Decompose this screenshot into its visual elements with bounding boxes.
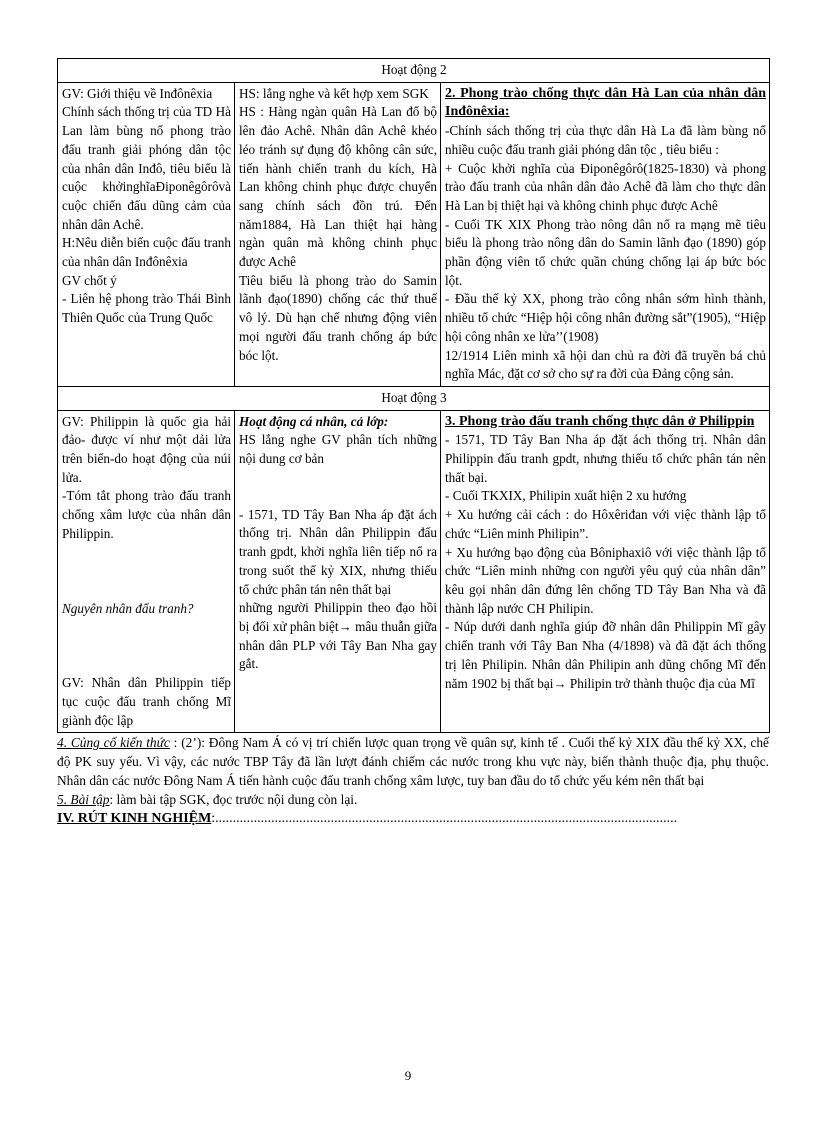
content-text: -Chính sách thống trị của thực dân Hà La đã làm bùng nổ nhiều cuộc đấu tranh giải phóng dân tộc , tiêu biểu : — [445, 123, 767, 157]
teacher-text: Chính sách thống trị của TD Hà Lan làm bùng nổ phong trào đấu tranh giải phóng dân tộc của nhân dân Inđô, tiêu biểu là cuộc khởinghĩaĐiponêgôrôvà cuộc chiến đấu dũng cảm của nhân dân Achê. — [62, 104, 231, 232]
student-text: HS: lắng nghe và kết hợp xem SGK — [239, 85, 429, 101]
homework-paragraph — [57, 790, 769, 809]
content-text: - Cuối TKXIX, Philipin xuất hiện 2 xu hướng — [445, 488, 687, 504]
teacher-text: - Liên hệ phong trào Thái Bình Thiên Quốc của Trung Quốc — [62, 291, 231, 326]
student-text: HS : Hàng ngàn quân Hà Lan đổ bộ lên đảo Achê. Nhân dân Achê khéo léo tránh sự đụng độ không cân sức, tiến hành chiến tranh du kích, Hà Lan không chinh phục được chuyển sang chính sách đồn trú. Đến năm1884, Hà Lan thiệt hại hàng ngàn quân mà không chinh phục được Achê — [239, 104, 437, 270]
teacher-question: Nguyên nhân đấu tranh? — [62, 600, 194, 616]
section-title: 2. Phong trào chống thực dân Hà Lan của nhân dân Inđônêxia: — [445, 85, 767, 120]
activity2-content-column — [441, 82, 770, 386]
teacher-question: H:Nêu diễn biến cuộc đấu tranh của nhân dân Inđônêxia — [62, 235, 231, 270]
content-text: 12/1914 Liên minh xã hội dan chủ ra đời đã truyền bá chủ nghĩa Mác, đặt cơ sở cho sự ra đời của Đảng cộng sản. — [445, 347, 767, 382]
activity2-row — [58, 82, 770, 386]
activity3-teacher-column — [58, 410, 235, 733]
activity3-student-column — [235, 410, 441, 733]
teacher-text: -Tóm tắt phong trào đấu tranh chống xâm lược của nhân dân Philippin. — [62, 488, 231, 541]
lesson-table — [57, 58, 770, 733]
activity3-header-row — [58, 386, 770, 410]
section-title: 3. Phong trào đấu tranh chống thực dân ở Philippin — [445, 413, 755, 429]
consolidation-paragraph — [57, 733, 769, 790]
homework-label: 5. Bài tập — [57, 792, 110, 808]
experience-label: IV. RÚT KINH NGHIỆM — [57, 811, 212, 827]
page — [57, 58, 769, 829]
student-text: Tiêu biểu là phong trào do Samin lãnh đạo(1890) chống các thứ thuế vô lý. Dù hạn chế nhưng động viên mọi người đấu tranh chống áp bức bóc lột. — [239, 272, 437, 363]
student-text: - 1571, TD Tây Ban Nha áp đặt ách thống trị. Nhân dân Philippin đấu tranh gpdt, khởi nghĩa liên tiếp nổ ra trong suốt thế kỷ XIX, nhưng thiếu tổ chức phân tán nên thất bại — [239, 506, 437, 597]
activity2-header-row — [58, 59, 770, 83]
consolidation-label: 4. Củng cố kiến thức — [57, 735, 170, 751]
spacer — [62, 618, 231, 674]
experience-heading — [57, 809, 769, 829]
content-text: + Xu hướng bạo động của Bôniphaxiô với việc thành lập tổ chức “Liên minh những con người yêu quý của nhân dân” kêu gọi nhân dân đứng lên chống TD Tây Ban Nha và đã thành lập nước CH Philipin. — [445, 544, 767, 616]
activity2-teacher-column — [58, 82, 235, 386]
activity2-header: Hoạt động 2 — [58, 59, 770, 83]
homework-text: : làm bài tập SGK, đọc trước nội dung còn lại. — [109, 792, 358, 808]
student-text: những người Philippin theo đạo hồi bị đối xử phân biệt→ mâu thuẫn giữa nhân dân PLP với Tây Ban Nha gay gắt. — [239, 600, 437, 672]
activity3-header: Hoạt động 3 — [58, 386, 770, 410]
activity-mode-title: Hoạt động cá nhân, cả lớp: — [239, 413, 389, 429]
content-text: - 1571, TD Tây Ban Nha áp đặt ách thống trị. Nhân dân Philippin đấu tranh gpdt, nhưng thiếu tổ chức phân tán nên thất bại. — [445, 432, 767, 485]
experience-dots: :.................................................................................................................................... — [211, 811, 678, 827]
content-text: + Cuộc khởi nghĩa của Điponêgôrô(1825-1830) và phong trào đấu tranh của nhân dân đảo Achê đã làm cho thực dân Hà Lan bị thiệt hại và không chinh phục được Achê — [445, 160, 767, 213]
activity2-student-column — [235, 82, 441, 386]
teacher-text: GV: Nhân dân Philippin tiếp tục cuộc đấu tranh chống Mĩ giành độc lập — [62, 675, 231, 728]
teacher-text: GV: Philippin là quốc gia hải đảo- được ví như một dải lửa trên biển-do hoạt động của núi lửa. — [62, 413, 231, 485]
spacer — [239, 469, 437, 506]
consolidation-text: : (2’): Đông Nam Á có vị trí chiến lược quan trọng về quân sự, kinh tế . Cuối thế kỷ XIX đầu thế kỷ XX, chế độ PK suy yếu. Vì vậy, các nước TBP Tây đã lần lượt đánh chiếm các nước trong khu vực này, biến thành thuộc địa, phụ thuộc. Nhân dân các nước Đông Nam Á tiến hành cuộc đấu tranh chống xâm lược, tuy ban đầu do tổ chức yếu kém nên thất bại — [57, 735, 769, 789]
activity3-row — [58, 410, 770, 733]
teacher-text: GV: Giới thiệu về Inđônêxia — [62, 85, 213, 101]
teacher-text: GV chốt ý — [62, 272, 117, 288]
spacer — [62, 544, 231, 600]
content-text: - Đầu thế kỷ XX, phong trào công nhân sớm hình thành, nhiều tổ chức “Hiệp hội công nhân đường sắt”(1905), “Hiệp hội công nhân xe lửa’’(1908) — [445, 291, 767, 344]
content-text: + Xu hướng cải cách : do Hôxêriđan với việc thành lập tổ chức “Liên minh Philipin”. — [445, 507, 767, 541]
content-text: - Cuối TK XIX Phong trào nông dân nổ ra mạng mẽ tiêu biểu là phong trào nông dân do Samin lãnh đạo (1890) góp phần động viên tổ chức quần chúng chống lại áp bức bóc lột. — [445, 216, 767, 288]
student-text: HS lắng nghe GV phân tích những nội dung cơ bản — [239, 432, 437, 467]
content-text: - Núp dưới danh nghĩa giúp đỡ nhân dân Philippin Mĩ gây chiến tranh với Tây Ban Nha (4/1898) và đã đặt ách thống trị lên Philipin. Nhân dân Philipin anh dũng chống Mĩ đến năm 1902 bị thất bại→ Philipin trở thành thuộc địa của Mĩ — [445, 619, 767, 691]
page-number: 9 — [404, 1068, 412, 1083]
activity3-content-column — [441, 410, 770, 733]
